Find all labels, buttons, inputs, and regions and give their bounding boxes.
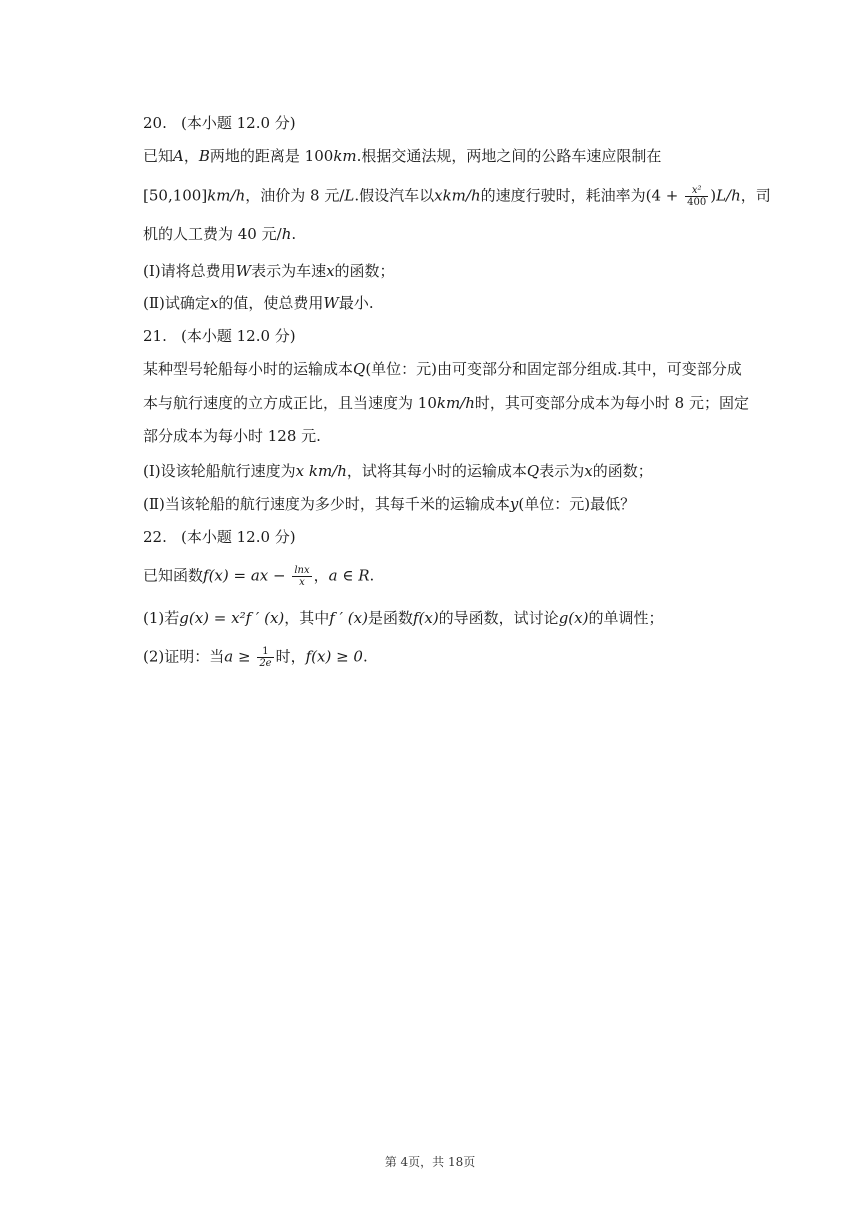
text: 的函数； xyxy=(592,462,653,480)
math: x xyxy=(584,462,593,480)
math: f(x) ≥ 0 xyxy=(305,647,363,666)
q21-line1 xyxy=(143,359,742,379)
text: (Ⅰ)设该轮船航行速度为 xyxy=(143,462,296,480)
text: . xyxy=(362,647,368,666)
q20-points: (本小题 12.0 分) xyxy=(181,114,296,132)
fraction xyxy=(292,565,311,588)
denominator: 2e xyxy=(259,658,272,669)
math: f(x) xyxy=(412,609,439,627)
q22-header xyxy=(143,527,296,547)
denominator: x xyxy=(299,577,305,588)
math: L xyxy=(344,186,355,205)
numerator: 1 xyxy=(257,646,273,658)
text: ，油价为 8 元/ xyxy=(245,186,345,205)
text: 本与航行速度的立方成正比，且当速度为 10 xyxy=(143,394,437,412)
text: 是函数 xyxy=(367,609,413,627)
fraction xyxy=(257,646,273,669)
text: ，试将其每小时的运输成本 xyxy=(346,462,527,480)
math: f(x) = ax − xyxy=(203,566,291,585)
q21-line3: 部分成本为每小时 128 元. xyxy=(143,427,321,445)
math: A xyxy=(173,147,184,165)
text: 的函数； xyxy=(334,262,395,280)
math: km/h xyxy=(207,186,246,205)
math: h xyxy=(281,225,292,243)
math: g(x) = x²f ′ (x) xyxy=(179,609,285,627)
text: 已知函数 xyxy=(143,566,204,585)
numerator: lnx xyxy=(294,565,310,576)
q21-header xyxy=(143,326,296,346)
q20-line1 xyxy=(143,146,661,166)
text: 某种型号轮船每小时的运输成本 xyxy=(143,360,354,378)
page-footer: 第 4页，共 18页 xyxy=(384,1155,476,1169)
q22-points: (本小题 12.0 分) xyxy=(181,528,296,546)
text: (Ⅰ)请将总费用 xyxy=(143,262,236,280)
q22-part1 xyxy=(143,608,663,628)
text: 表示为 xyxy=(539,462,585,480)
q20-part2 xyxy=(143,293,374,313)
math: x km/h xyxy=(295,462,347,480)
q22-line1 xyxy=(143,565,374,588)
math: W xyxy=(323,294,339,312)
text: 的速度行驶时，耗油率为(4 + xyxy=(480,186,684,205)
text: ，司 xyxy=(740,186,771,205)
q21-line2 xyxy=(143,393,749,413)
text: ， xyxy=(183,147,199,165)
text: . xyxy=(291,225,297,243)
text: 已知 xyxy=(143,147,174,165)
text: (单位：元)最低？ xyxy=(518,495,636,513)
q22-number: 22. xyxy=(143,528,167,546)
denominator: 400 xyxy=(687,197,707,208)
q21-number: 21. xyxy=(143,327,167,345)
text: ) xyxy=(710,186,717,205)
math: km/h xyxy=(436,394,475,412)
text: ， xyxy=(313,566,329,585)
text: .假设汽车以 xyxy=(354,186,435,205)
text: 机的人工费为 40 元/ xyxy=(143,225,282,243)
text: 时，其可变部分成本为每小时 8 元；固定 xyxy=(474,394,749,412)
math: km xyxy=(333,147,357,165)
math: W xyxy=(235,262,252,280)
q20-header xyxy=(143,113,296,133)
text: (Ⅱ)当该轮船的航行速度为多少时，其每千米的运输成本 xyxy=(143,495,510,513)
text: ，其中 xyxy=(284,609,330,627)
q20-number: 20. xyxy=(143,114,167,132)
q20-part1 xyxy=(143,261,395,281)
q20-line2 xyxy=(143,185,771,208)
math: Q xyxy=(353,360,366,378)
q21-points: (本小题 12.0 分) xyxy=(181,327,296,345)
math: g(x) xyxy=(558,609,589,627)
q22-part2 xyxy=(143,646,368,669)
math: x xyxy=(209,294,219,312)
q20-line3 xyxy=(143,224,296,244)
text: 表示为车速 xyxy=(251,262,327,280)
math: f ′ (x) xyxy=(329,609,368,627)
text: (2)证明：当 xyxy=(143,647,225,666)
math: B xyxy=(198,147,210,165)
text: (1)若 xyxy=(143,609,180,627)
math: x xyxy=(326,262,335,280)
text: . xyxy=(369,566,375,585)
math: Q xyxy=(526,462,540,480)
text: [50,100] xyxy=(143,186,208,205)
math: L/h xyxy=(716,186,741,205)
text: (单位：元)由可变部分和固定部分组成.其中，可变部分成 xyxy=(365,360,742,378)
text: 两地的距离是 100 xyxy=(209,147,334,165)
q21-part1 xyxy=(143,461,653,481)
text: 的值，使总费用 xyxy=(218,294,324,312)
text: .根据交通法规，两地之间的公路车速应限制在 xyxy=(356,147,662,165)
text: 时， xyxy=(275,647,306,666)
text: 的单调性； xyxy=(588,609,664,627)
q21-part2 xyxy=(143,494,635,514)
math: a ∈ R xyxy=(328,566,370,585)
numerator: x² xyxy=(685,185,708,197)
math: xkm/h xyxy=(434,186,481,205)
text: 最小. xyxy=(338,294,374,312)
text: (Ⅱ)试确定 xyxy=(143,294,210,312)
fraction xyxy=(685,185,708,208)
math: y xyxy=(509,495,519,513)
text: 的导函数，试讨论 xyxy=(438,609,559,627)
math: a ≥ xyxy=(224,647,256,666)
